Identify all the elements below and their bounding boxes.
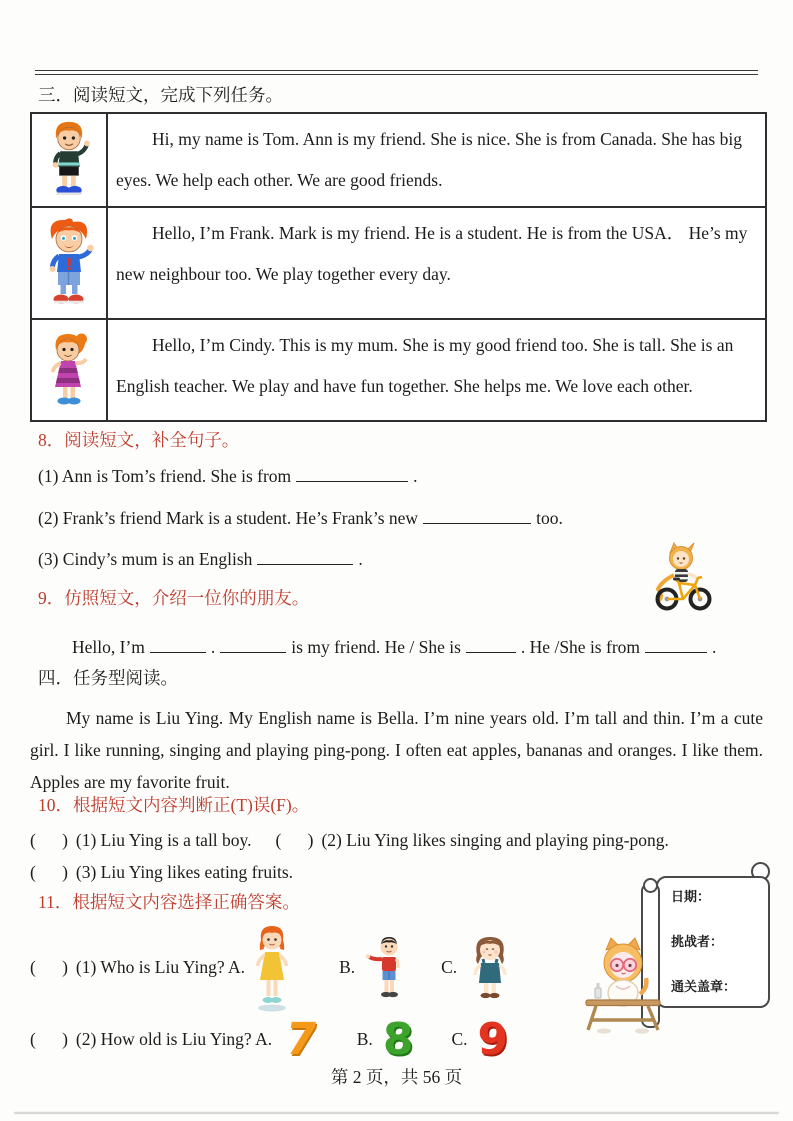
section4-title: 四．任务型阅读。 xyxy=(38,668,178,688)
q9-part3: is my friend. He / She is xyxy=(291,637,461,657)
q11-q1-label-c: C. xyxy=(441,957,458,978)
q9-blank-3[interactable] xyxy=(466,637,516,653)
question9-title: 9．仿照短文，介绍一位你的朋友。 xyxy=(38,588,310,608)
q11-q1-text: (1) Who is Liu Ying? A. xyxy=(75,957,246,978)
header-rule xyxy=(35,70,758,75)
q11-q2-number-8[interactable]: 8 xyxy=(382,1014,414,1065)
passage-image-cell xyxy=(32,208,108,318)
boy-frank-cartoon-image xyxy=(39,217,99,309)
cat-at-desk-cartoon-image xyxy=(578,936,672,1034)
scroll-labels xyxy=(671,886,736,995)
q10-statement-1: (1) Liu Ying is a tall boy. xyxy=(75,830,252,850)
stamp-label: 通关盖章： xyxy=(671,980,737,995)
q11-q2-label-b: B. xyxy=(356,1029,373,1050)
q11-q1-label-b: B. xyxy=(339,957,356,978)
q8-item3-text: (3) Cindy’s mum is an English xyxy=(38,549,253,569)
passage-image-cell xyxy=(32,320,108,420)
cat-on-bike-cartoon-image xyxy=(650,541,718,615)
q9-blank-1[interactable] xyxy=(150,637,206,653)
q9-part4: . He /She is from xyxy=(520,637,641,657)
q11-q2-answer-bracket[interactable]: ( ) xyxy=(30,1029,68,1050)
q8-item-1 xyxy=(38,466,418,488)
challenger-label: 挑战者： xyxy=(671,935,724,950)
option-a-girl-yellow-image[interactable] xyxy=(251,922,293,1014)
passage-image-cell xyxy=(32,114,108,206)
section4-passage: My name is Liu Ying. My English name is Bella. I’m nine years old. I’m tall and thin. I’m a cute girl. I like running, singing and playing ping-pong. I often eat apples, bananas and oranges. I like them. Apples are my favorite fruit. xyxy=(30,708,763,792)
q8-item-3 xyxy=(38,549,363,571)
q8-item3-end: . xyxy=(358,549,363,569)
q10-statement-2: (2) Liu Ying likes singing and playing ping-pong. xyxy=(321,830,669,850)
q8-item2-text: (2) Frank’s friend Mark is a student. He’s Frank’s new xyxy=(38,508,419,528)
q8-item2-end: too. xyxy=(536,508,563,528)
passage-text-cindy: Hello, I’m Cindy. This is my mum. She is my good friend too. She is tall. She is an English teacher. We play and have fun together. She helps me. We love each other. xyxy=(116,335,734,396)
question8-title: 8．阅读短文，补全句子。 xyxy=(38,430,240,450)
q9-blank-4[interactable] xyxy=(645,637,707,653)
passage-row-cindy xyxy=(32,320,765,420)
q9-part1: Hello, I’m xyxy=(72,637,145,657)
option-c-girl-overalls-image[interactable] xyxy=(467,933,513,1003)
q11-question-2 xyxy=(30,1012,508,1068)
q8-item2-blank[interactable] xyxy=(423,508,531,524)
q8-item1-text: (1) Ann is Tom’s friend. She is from xyxy=(38,466,292,486)
q8-item3-blank[interactable] xyxy=(257,549,353,565)
q8-item-2 xyxy=(38,508,563,530)
q11-q2-number-7[interactable]: 7 xyxy=(282,1014,321,1065)
q10-line-1 xyxy=(30,830,669,852)
date-label: 日期： xyxy=(671,890,711,905)
passage-text-tom: Hi, my name is Tom. Ann is my friend. She is nice. She is from Canada. She has big eyes. We help each other. We are good friends. xyxy=(116,129,742,190)
q9-fill-line xyxy=(72,637,716,659)
q9-blank-2[interactable] xyxy=(220,637,286,653)
option-b-boy-red-image[interactable] xyxy=(365,935,413,1001)
q11-q2-number-9[interactable]: 9 xyxy=(477,1014,509,1065)
q10-answer-bracket-2[interactable]: ( ) xyxy=(275,830,314,850)
question10-title: 10．根据短文内容判断正(T)误(F)。 xyxy=(38,795,310,815)
q10-answer-bracket-3[interactable]: ( ) xyxy=(30,862,68,882)
passage-row-frank xyxy=(32,208,765,320)
q11-question-1 xyxy=(30,920,513,1016)
q10-answer-bracket-1[interactable]: ( ) xyxy=(30,830,68,850)
bottom-edge-rule xyxy=(14,1112,779,1114)
q9-part2: . xyxy=(210,637,216,657)
passage-text-frank: Hello, I’m Frank. Mark is my friend. He is a student. He is from the USA． He’s my new neighbour too. We play together every day. xyxy=(116,223,748,284)
q10-statement-3: (3) Liu Ying likes eating fruits. xyxy=(75,862,293,882)
question11-title: 11．根据短文内容选择正确答案。 xyxy=(38,892,300,912)
q11-q2-label-c: C. xyxy=(451,1029,468,1050)
page-number-footer: 第 2 页，共 56 页 xyxy=(330,1067,463,1087)
q11-q1-answer-bracket[interactable]: ( ) xyxy=(30,957,68,978)
boy-tom-cartoon-image xyxy=(42,119,96,201)
q11-q2-text: (2) How old is Liu Ying? A. xyxy=(75,1029,273,1050)
q8-item1-blank[interactable] xyxy=(296,466,408,482)
passage-row-tom xyxy=(32,114,765,208)
scroll-roll-curl-decoration xyxy=(643,878,658,893)
q10-line-2 xyxy=(30,862,293,884)
q9-part5: . xyxy=(712,637,717,657)
reading-passages-table xyxy=(30,112,767,422)
section3-title: 三．阅读短文，完成下列任务。 xyxy=(38,85,283,105)
girl-cindy-cartoon-image xyxy=(43,330,95,410)
q8-item1-end: . xyxy=(413,466,418,486)
